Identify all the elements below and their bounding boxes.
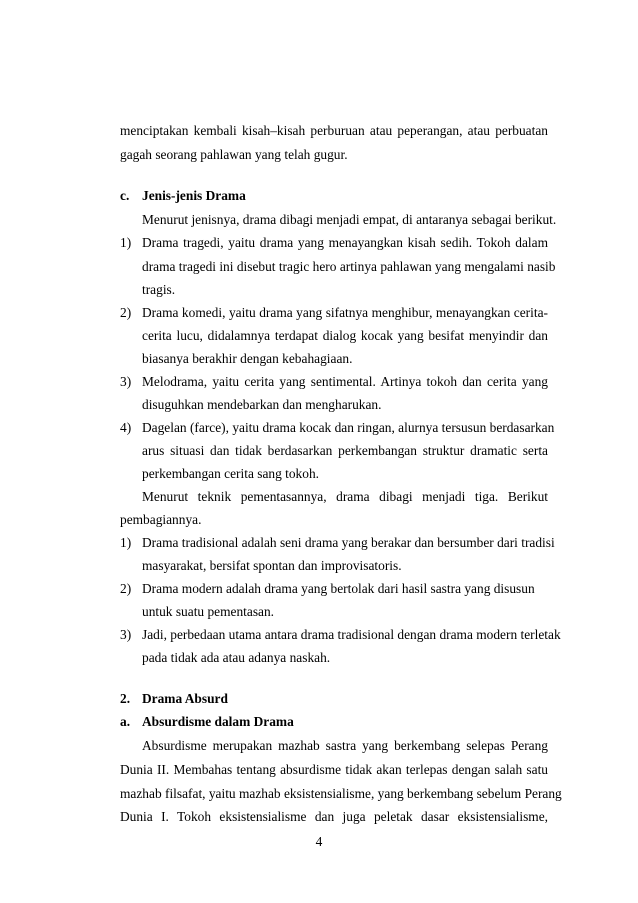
list-item-line: tragis. bbox=[142, 282, 176, 297]
list-item-line: Dagelan (farce), yaitu drama kocak dan ringan, alurnya tersusun berdasarkan bbox=[142, 420, 555, 435]
list-number: 4) bbox=[120, 420, 132, 435]
body-text-line: Absurdisme merupakan mazhab sastra yang berkembang selepas Perang bbox=[142, 738, 548, 753]
section-heading: Jenis-jenis Drama bbox=[142, 188, 246, 203]
body-text-line: Dunia II. Membahas tentang absurdisme tidak akan terlepas dengan salah satu bbox=[120, 762, 548, 777]
list-item-line: Drama komedi, yaitu drama yang sifatnya menghibur, menayangkan cerita- bbox=[142, 305, 548, 320]
list-item-line: Drama tragedi, yaitu drama yang menayangkan kisah sedih. Tokoh dalam bbox=[142, 235, 548, 250]
body-text-line: mazhab filsafat, yaitu mazhab eksistensialisme, yang berkembang sebelum Perang bbox=[120, 786, 562, 801]
list-number: 2) bbox=[120, 305, 132, 320]
section-heading: Drama Absurd bbox=[142, 691, 228, 706]
list-item-line: Melodrama, yaitu cerita yang sentimental. Artinya tokoh dan cerita yang bbox=[142, 374, 548, 389]
list-item-line: disuguhkan mendebarkan dan mengharukan. bbox=[142, 397, 382, 412]
list-number: 2) bbox=[120, 581, 132, 596]
section-marker: a. bbox=[120, 714, 131, 729]
body-text-line: pembagiannya. bbox=[120, 512, 202, 527]
body-text-line: Menurut jenisnya, drama dibagi menjadi empat, di antaranya sebagai berikut. bbox=[142, 212, 557, 227]
list-number: 1) bbox=[120, 235, 132, 250]
section-marker: c. bbox=[120, 188, 130, 203]
list-number: 3) bbox=[120, 627, 132, 642]
page-number: 4 bbox=[315, 834, 323, 849]
body-text-line: Menurut teknik pementasannya, drama dibagi menjadi tiga. Berikut bbox=[142, 489, 548, 504]
list-item-line: perkembangan cerita sang tokoh. bbox=[142, 466, 319, 481]
list-item-line: pada tidak ada atau adanya naskah. bbox=[142, 650, 331, 665]
list-item-line: Drama tradisional adalah seni drama yang berakar dan bersumber dari tradisi bbox=[142, 535, 555, 550]
list-number: 3) bbox=[120, 374, 132, 389]
list-item-line: Jadi, perbedaan utama antara drama tradisional dengan drama modern terletak bbox=[142, 627, 561, 642]
body-text-line: menciptakan kembali kisah–kisah perburuan atau peperangan, atau perbuatan bbox=[120, 123, 548, 138]
list-item-line: biasanya berakhir dengan kebahagiaan. bbox=[142, 351, 353, 366]
body-text-line: gagah seorang pahlawan yang telah gugur. bbox=[120, 147, 348, 162]
section-marker: 2. bbox=[120, 691, 131, 706]
list-item-line: arus situasi dan tidak berdasarkan perkembangan struktur dramatic serta bbox=[142, 443, 548, 458]
list-item-line: untuk suatu pementasan. bbox=[142, 604, 275, 619]
section-heading: Absurdisme dalam Drama bbox=[142, 714, 294, 729]
list-item-line: masyarakat, bersifat spontan dan improvisatoris. bbox=[142, 558, 402, 573]
list-item-line: Drama modern adalah drama yang bertolak dari hasil sastra yang disusun bbox=[142, 581, 535, 596]
list-item-line: drama tragedi ini disebut tragic hero artinya pahlawan yang mengalami nasib bbox=[142, 259, 556, 274]
list-number: 1) bbox=[120, 535, 132, 550]
list-item-line: cerita lucu, didalamnya terdapat dialog kocak yang besifat menyindir dan bbox=[142, 328, 548, 343]
body-text-line: Dunia I. Tokoh eksistensialisme dan juga peletak dasar eksistensialisme, bbox=[120, 809, 548, 824]
